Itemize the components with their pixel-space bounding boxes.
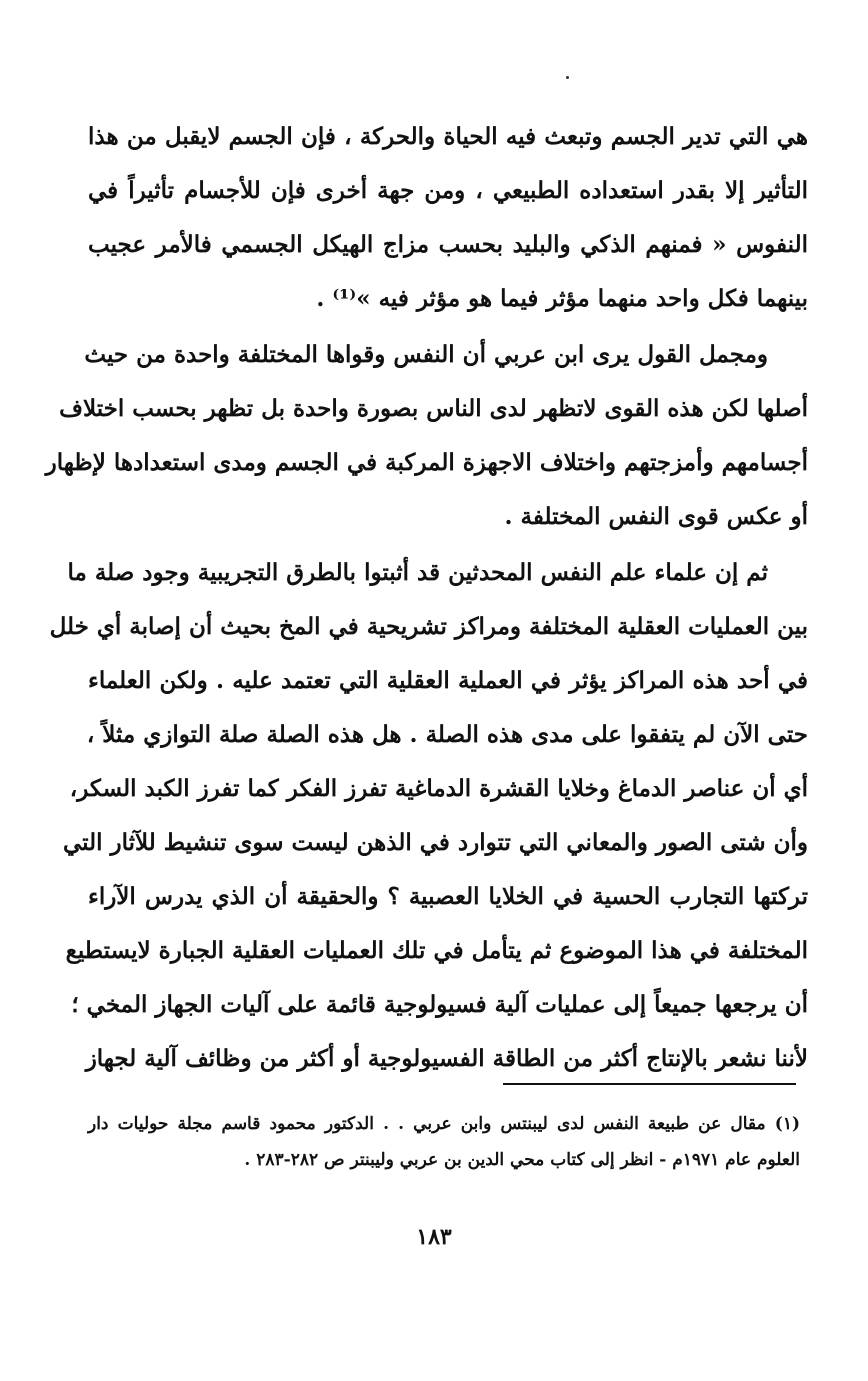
- text-line: أي أن عناصر الدماغ وخلايا القشرة الدماغية تفرز الفكر كما تفرز الكبد السكر،: [69, 775, 808, 802]
- text-line: تركتها التجارب الحسية في الخلايا العصبية ؟ والحقيقة أن الذي يدرس الآراء: [88, 883, 808, 910]
- text-line: ثم إن علماء علم النفس المحدثين قد أثبتوا بالطرق التجريبية وجود صلة ما: [67, 559, 768, 586]
- text-line: هي التي تدير الجسم وتبعث فيه الحياة والحركة ، فإن الجسم لايقبل من هذا: [88, 123, 808, 150]
- text-line: أن يرجعها جميعاً إلى عمليات آلية فسيولوجية قائمة على آليات الجهاز المخي ؛: [71, 991, 808, 1018]
- text-line: المختلفة في هذا الموضوع ثم يتأمل في تلك العمليات العقلية الجبارة لايستطيع: [65, 937, 808, 964]
- paragraph-1: [88, 110, 808, 326]
- footnote-line: (١) مقال عن طبيعة النفس لدى ليبنتس وابن عربي . . الدكتور محمود قاسم مجلة حوليات دار: [88, 1114, 800, 1134]
- footnote-divider: [503, 1083, 796, 1085]
- text-line: أصلها لكن هذه القوى لاتظهر لدى الناس بصورة واحدة بل تظهر بحسب اختلاف: [59, 395, 808, 422]
- text-line: ومجمل القول يرى ابن عربي أن النفس وقواها المختلفة واحدة من حيث: [84, 341, 768, 368]
- footnotes: [88, 1106, 800, 1178]
- paragraph-2: [45, 328, 808, 544]
- page-number: ١٨٣: [416, 1224, 452, 1250]
- text-line: بين العمليات العقلية المختلفة ومراكز تشريحية في المخ بحيث أن إصابة أي خلل: [49, 613, 808, 640]
- text-line: لأننا نشعر بالإنتاج أكثر من الطاقة الفسيولوجية أو أكثر من وظائف آلية لجهاز: [85, 1045, 808, 1072]
- text-line: وأن شتى الصور والمعاني التي تتوارد في الذهن ليست سوى تنشيط للآثار التي: [62, 829, 808, 856]
- paragraph-3: [49, 546, 808, 1086]
- text-line: في أحد هذه المراكز يؤثر في العملية العقلية التي تعتمد عليه . ولكن العلماء: [88, 667, 808, 694]
- text-line: أو عكس قوى النفس المختلفة .: [504, 503, 808, 530]
- print-speck: [566, 76, 569, 79]
- footnote-line: العلوم عام ١٩٧١م - انظر إلى كتاب محي الدين بن عربي وليبنتر ص ٢٨٢-٢٨٣ .: [244, 1150, 800, 1170]
- text-line: التأثير إلا بقدر استعداده الطبيعي ، ومن جهة أخرى فإن للأجسام تأثيراً في: [88, 177, 808, 204]
- text-line: النفوس « فمنهم الذكي والبليد بحسب مزاج الهيكل الجسمي فالأمر عجيب: [88, 231, 808, 258]
- text-line: أجسامهم وأمزجتهم واختلاف الاجهزة المركبة في الجسم ومدى استعدادها لإظهار: [45, 449, 808, 476]
- text-line: بينهما فكل واحد منهما مؤثر فيما هو مؤثر فيه »⁽¹⁾ .: [316, 285, 808, 312]
- text-line: حتى الآن لم يتفقوا على مدى هذه الصلة . هل هذه الصلة صلة التوازي مثلاً ،: [86, 721, 808, 748]
